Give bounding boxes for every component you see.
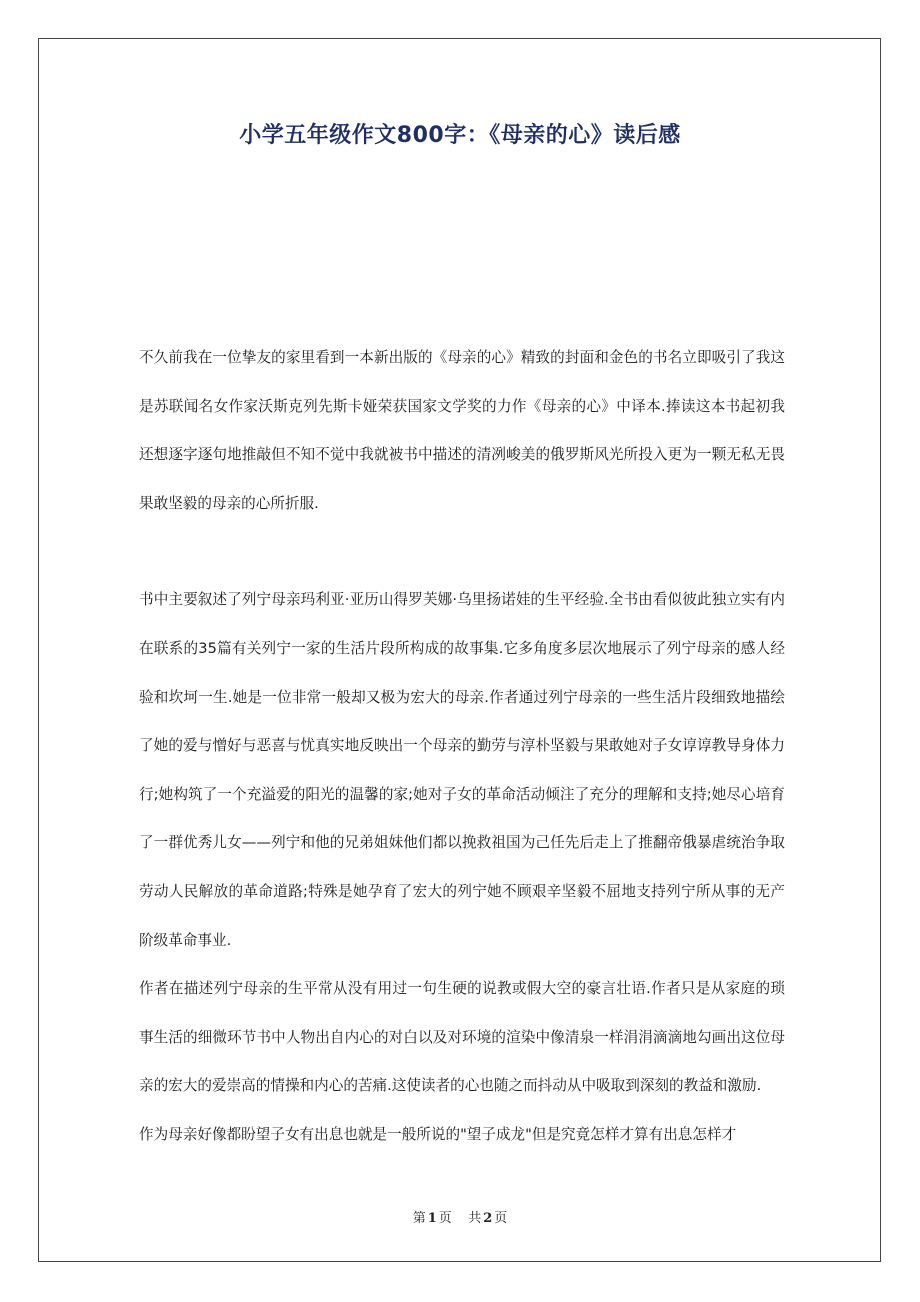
document-title: 小学五年级作文800字：《母亲的心》读后感 — [239, 123, 681, 148]
paragraph-1: 不久前我在一位挚友的家里看到一本新出版的《母亲的心》精致的封面和金色的书名立即吸引了我这是苏联闻名女作家沃斯克列先斯卡娅荣获国家文学奖的力作《母亲的心》中译本.捧读这本书起初我还想逐字逐句地推敲但不知不觉中我就被书中描述的清冽峻美的俄罗斯风光所投入更为一颗无私无畏果敢坚毅的母亲的心所折服. — [139, 349, 785, 512]
total-unit: 页 — [494, 1211, 508, 1226]
page-current: 1 — [427, 1211, 437, 1226]
document-body — [139, 334, 785, 1160]
page-prefix: 第 — [412, 1211, 426, 1226]
paragraph-2: 书中主要叙述了列宁母亲玛利亚·亚历山得罗芙娜·乌里扬诺娃的生平经验.全书由看似彼此独立实有内在联系的35篇有关列宁一家的生活片段所构成的故事集.它多角度多层次地展示了列宁母亲的感人经验和坎坷一生.她是一位非常一般却又极为宏大的母亲.作者通过列宁母亲的一些生活片段细致地描绘了她的爱与憎好与恶喜与忧真实地反映出一个母亲的勤劳与淳朴坚毅与果敢她对子女谆谆教导身体力行;她构筑了一个充溢爱的阳光的温馨的家;她对子女的革命活动倾注了充分的理解和支持;她尽心培育了一群优秀儿女——列宁和他的兄弟姐妹他们都以挽救祖国为己任先后走上了推翻帝俄暴虐统治争取劳动人民解放的革命道路;特殊是她孕育了宏大的列宁她不顾艰辛坚毅不屈地支持列宁所从事的无产阶级革命事业. — [139, 591, 785, 949]
page-footer — [0, 1207, 920, 1226]
page-total: 2 — [483, 1211, 493, 1226]
total-prefix: 共 — [468, 1211, 482, 1226]
page-unit: 页 — [438, 1211, 452, 1226]
paragraph-4: 作为母亲好像都盼望子女有出息也就是一般所说的"望子成龙"但是究竟怎样才算有出息怎样才 — [139, 1125, 737, 1143]
paragraph-3: 作者在描述列宁母亲的生平常从没有用过一句生硬的说教或假大空的豪言壮语.作者只是从家庭的琐事生活的细微环节书中人物出自内心的对白以及对环境的渲染中像清泉一样涓涓滴滴地勾画出这位母亲的宏大的爱崇高的情操和内心的苦痛.这使读者的心也随之而抖动从中吸取到深刻的教益和激励. — [139, 980, 785, 1095]
